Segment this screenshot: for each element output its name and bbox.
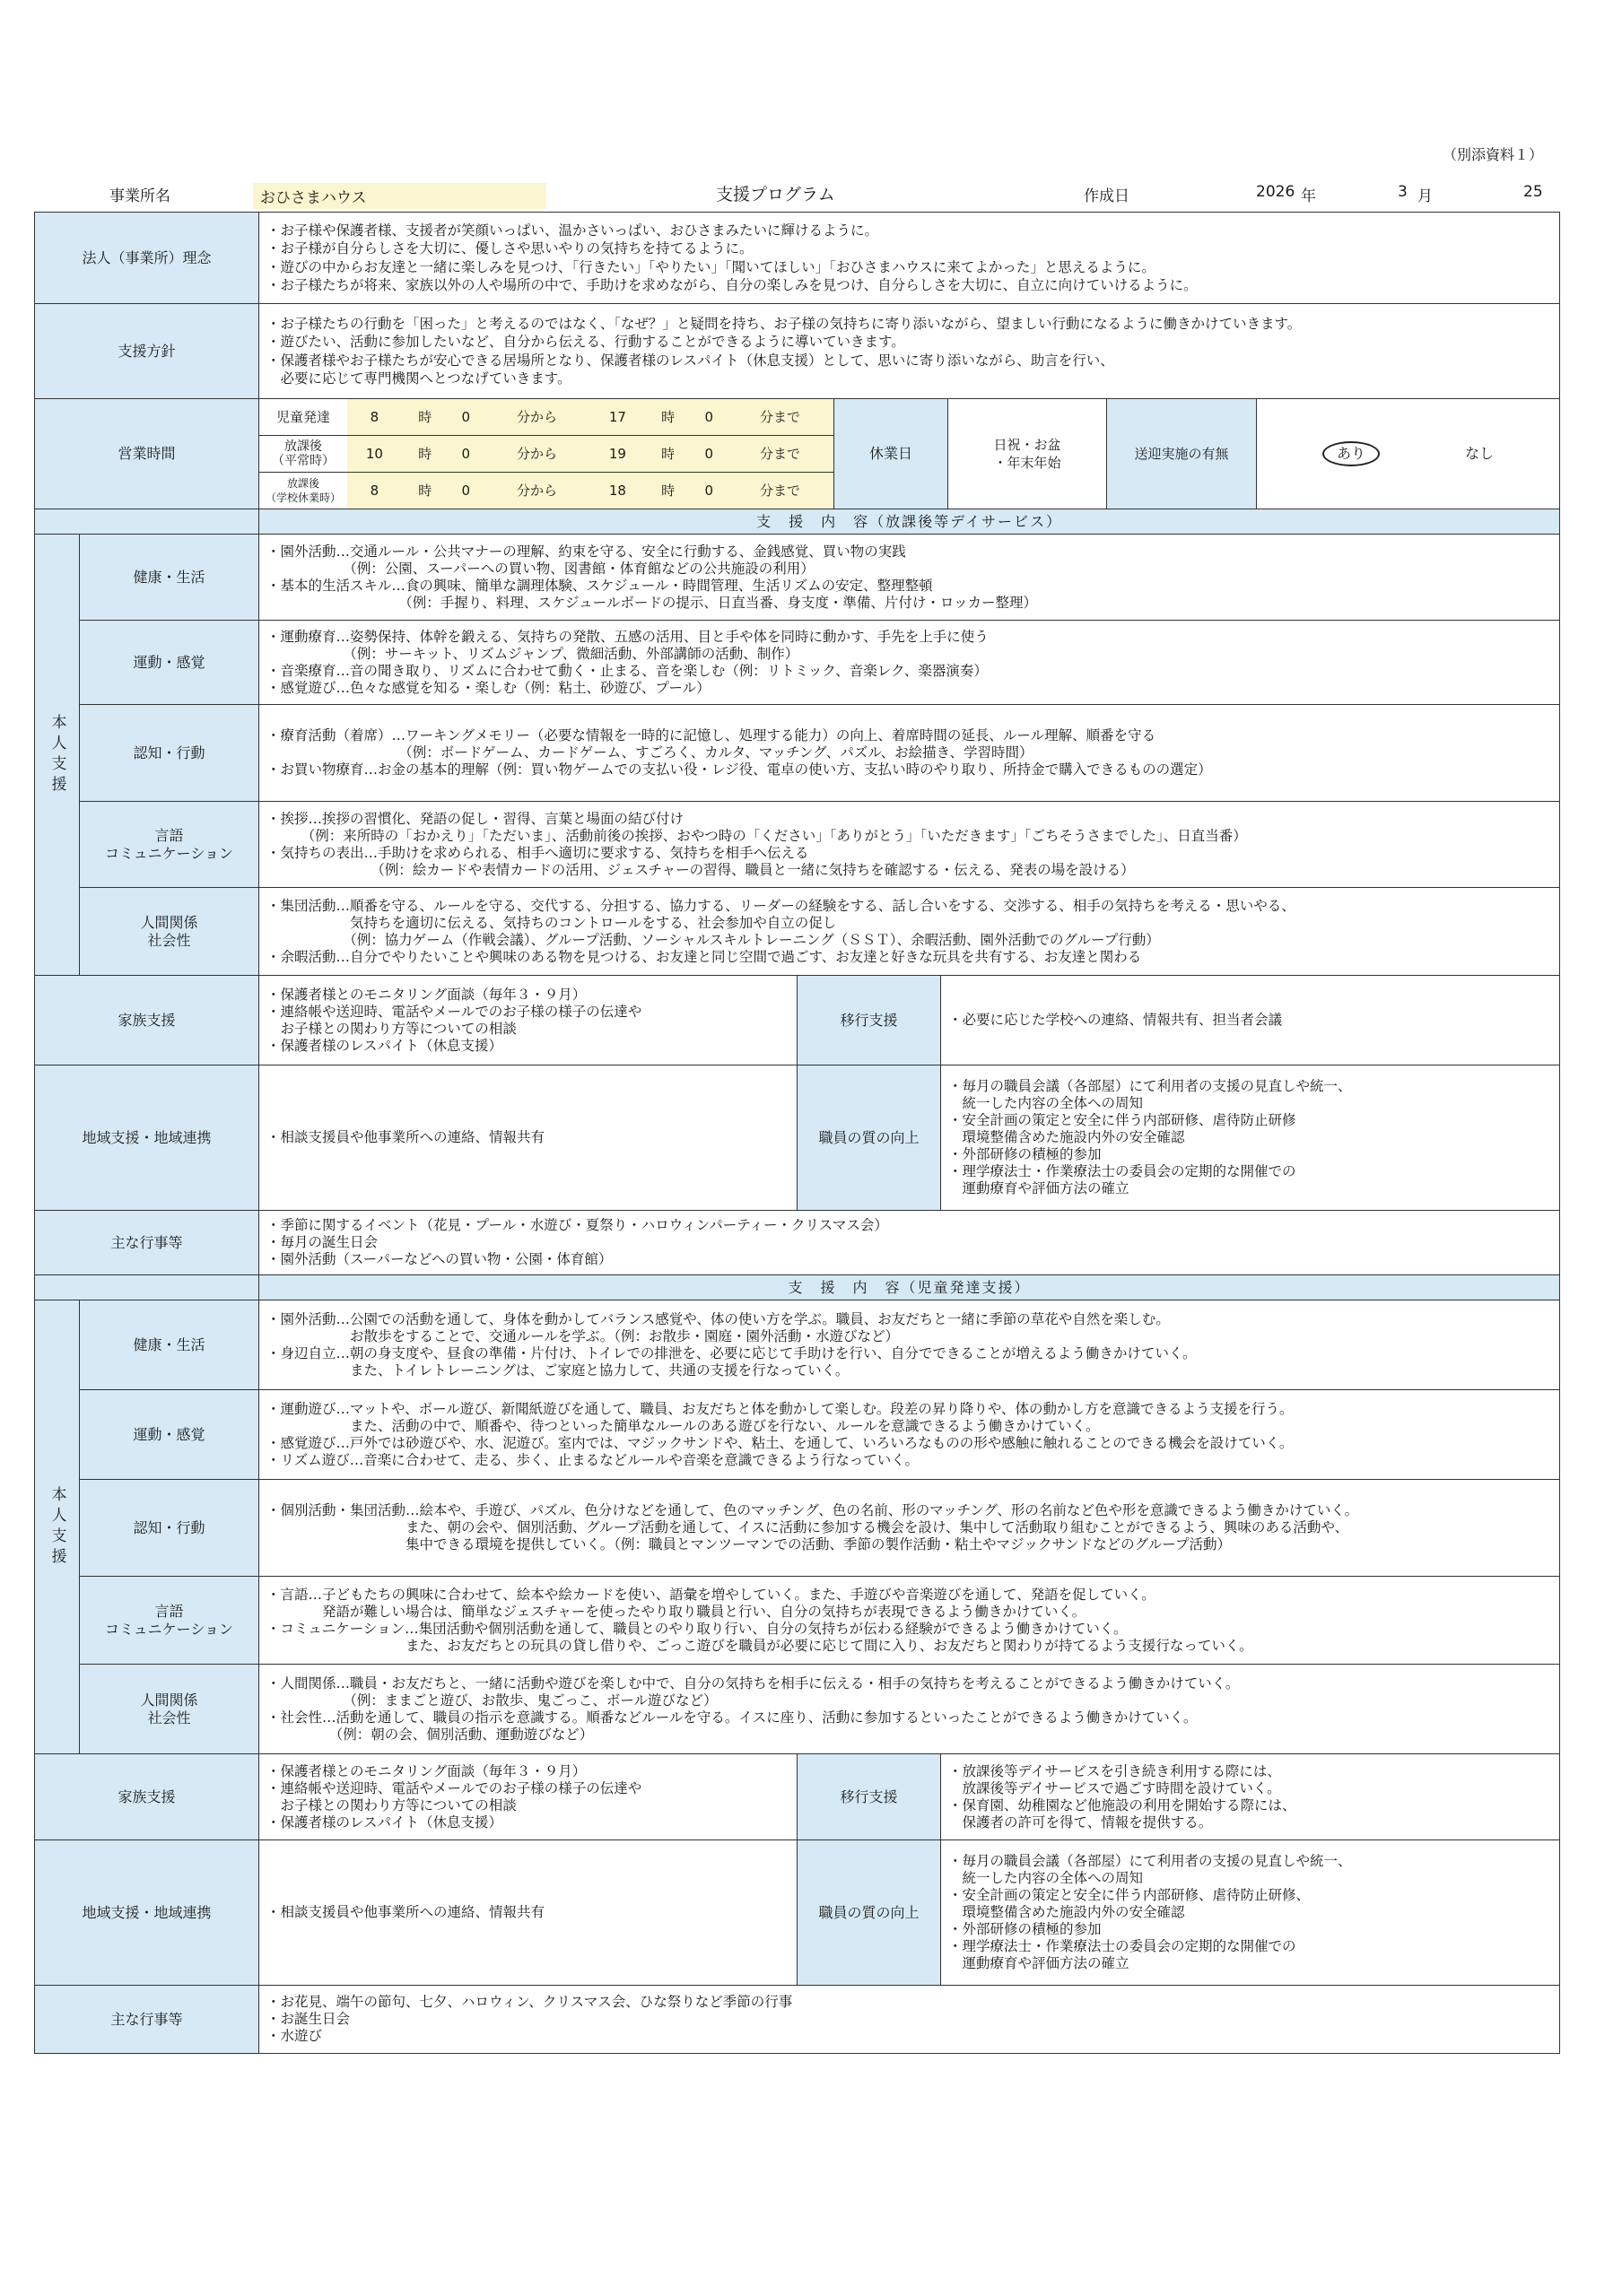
family-support-label: 家族支援 (35, 976, 259, 1065)
family-support-label: 家族支援 (35, 1754, 259, 1840)
family-support-content: ・保護者様とのモニタリング面談（毎年３・９月） ・連絡帳や送迎時、電話やメールでのお子様の様子の伝達や お子様との関わり方等についての相談 ・保護者様のレスパイト（休息支援） (259, 1754, 798, 1840)
events-content: ・季節に関するイベント（花見・プール・水遊び・夏祭り・ハロウィンパーティー・クリスマス会） ・毎月の誕生日会 ・園外活動（スーパーなどへの買い物・公園・体育館） (259, 1211, 1560, 1275)
hours-row: 児童発達 8 時 0 分から 17 時 0 分まで (259, 399, 833, 436)
row-label: 言語 コミュニケーション (80, 802, 259, 888)
staff-quality-content: ・毎月の職員会議（各部屋）にて利用者の支援の見直しや統一、 統一した内容の全体への周知 ・安全計画の策定と安全に伴う内部研修、虐待防止研修 環境整備含めた施設内外の安全確認 ・外部研修の積極的参加 ・理学療法士・作業療法士の委員会の定期的な開催での 運動療育や評価方法の確立 (941, 1065, 1560, 1211)
self-support-side-label: 本人支援 (35, 535, 80, 976)
year-unit: 年 (1301, 187, 1316, 205)
row-content: ・園外活動…交通ルール・公共マナーの理解、約束を守る、安全に行動する、金銭感覚、買い物の実践 （例：公園、スーパーへの買い物、図書館・体育館などの公共施設の利用） ・基本的生活スキル…食の興味、簡単な調理体験、スケジュール・時間管理、生活リズムの安定、整理整頓 （例：手握り、料理、スケジュールボードの提示、日直当番、身支度・準備、片付け・ロッカー整理） (259, 535, 1560, 621)
community-support-label: 地域支援・地域連携 (35, 1840, 259, 1986)
row-content: ・人間関係…職員・お友だちと、一緒に活動や遊びを楽しむ中で、自分の気持ちを相手に伝える・相手の気持ちを考えることができるよう働きかけていく。 （例：ままごと遊び、お散歩、鬼ごっこ、ボール遊びなど） ・社会性…活動を通して、職員の指示を意識する。順番などルールを守る。イスに座り、活動に参加するといったことができるよう働きかけていく。 （例：朝の会、個別活動、運動遊びなど） (259, 1665, 1560, 1754)
philosophy-label: 法人（事業所）理念 (35, 213, 259, 304)
hours-label: 営業時間 (35, 399, 259, 509)
created-month: 3 (1398, 183, 1408, 201)
community-support-label: 地域支援・地域連携 (35, 1065, 259, 1211)
support-program-table (34, 212, 1560, 2054)
created-label: 作成日 (1084, 187, 1129, 205)
transport-no: なし (1465, 445, 1495, 462)
transport-yes-circled: あり (1322, 441, 1380, 466)
community-support-content: ・相談支援員や他事業所への連絡、情報共有 (259, 1840, 798, 1986)
row-content: ・運動療育…姿勢保持、体幹を鍛える、気持ちの発散、五感の活用、目と手や体を同時に動かす、手先を上手に使う （例：サーキット、リズムジャンプ、微細活動、外部講師の活動、制作） ・音楽療育…音の聞き取り、リズムに合わせて動く・止まる、音を楽しむ（例：リトミック、音楽レク、楽器演奏） ・感覚遊び…色々な感覚を知る・楽しむ（例：粘土、砂遊び、プール） (259, 621, 1560, 705)
transport-label: 送迎実施の有無 (1107, 399, 1257, 509)
staff-quality-content: ・毎月の職員会議（各部屋）にて利用者の支援の見直しや統一、 統一した内容の全体への周知 ・安全計画の策定と安全に伴う内部研修、虐待防止研修、 環境整備含めた施設内外の安全確認 ・外部研修の積極的参加 ・理学療法士・作業療法士の委員会の定期的な開催での 運動療育や評価方法の確立 (941, 1840, 1560, 1986)
row-content: ・言語…子どもたちの興味に合わせて、絵本や絵カードを使い、語彙を増やしていく。また、手遊びや音楽遊びを通して、発語を促していく。 発語が難しい場合は、簡単なジェスチャーを使ったやり取り職員と行い、自分の気持ちが表現できるよう働きかけていく。 ・コミュニケーション…集団活動や個別活動を通して、職員とのやり取り行い、自分の気持ちが伝わる経験ができるよう働きかけていく。 また、お友だちとの玩具の貸し借りや、ごっこ遊びを職員が必要に応じて間に入り、お友だちと関わりが持てるよう支援行なっていく。 (259, 1577, 1560, 1665)
row-label: 運動・感覚 (80, 621, 259, 705)
policy-label: 支援方針 (35, 304, 259, 399)
row-label: 認知・行動 (80, 1480, 259, 1577)
row-label: 認知・行動 (80, 705, 259, 802)
philosophy-content: ・お子様や保護者様、支援者が笑顔いっぱい、温かさいっぱい、おひさまみたいに輝けるように。 ・お子様が自分らしさを大切に、優しさや思いやりの気持ちを持てるように。 ・遊びの中からお友達と一緒に楽しみを見つけ、「行きたい」「やりたい」「聞いてほしい」「おひさまハウスに来てよかった」と思えるように。 ・お子様たちが将来、家族以外の人や場所の中で、手助けを求めながら、自分の楽しみを見つけ、自分らしさを大切に、自立に向けていけるように。 (259, 213, 1560, 304)
hours-row: 放課後 （学校休業時） 8 時 0 分から 18 時 0 分まで (259, 473, 833, 509)
community-support-content: ・相談支援員や他事業所への連絡、情報共有 (259, 1065, 798, 1211)
row-content: ・療育活動（着席）…ワーキングメモリー（必要な情報を一時的に記憶し、処理する能力）の向上、着席時間の延長、ルール理解、順番を守る （例：ボードゲーム、カードゲーム、すごろく、カルタ、マッチング、パズル、お絵描き、学習時間） ・お買い物療育…お金の基本的理解（例：買い物ゲームでの支払い役・レジ役、電卓の使い方、支払い時のやり取り、所持金で購入できるものの選定） (259, 705, 1560, 802)
hours-table (259, 399, 833, 509)
closed-label: 休業日 (834, 399, 948, 509)
section-title-after-school: 支 援 内 容（放課後等デイサービス） (259, 509, 1560, 535)
events-label: 主な行事等 (35, 1211, 259, 1275)
closed-value: 日祝・お盆 ・年末年始 (948, 399, 1107, 509)
row-label: 運動・感覚 (80, 1390, 259, 1480)
created-year: 2026 (1256, 183, 1295, 201)
row-label: 健康・生活 (80, 1300, 259, 1390)
row-content: ・運動遊び…マットや、ボール遊び、新聞紙遊びを通して、職員、お友だちと体を動かして楽しむ。段差の昇り降りや、体の動かし方を意識できるよう支援を行う。 また、活動の中で、順番や、待つといった簡単なルールのある遊びを行ない、ルールを意識できるよう働きかけていく。 ・感覚遊び…戸外では砂遊びや、水、泥遊び。室内では、マジックサンドや、粘土、を通して、いろいろなものの形や感触に触れることのできる機会を設けていく。 ・リズム遊び…音楽に合わせて、走る、歩く、止まるなどルールや音楽を意識できるよう行なっていく。 (259, 1390, 1560, 1480)
transition-support-label: 移行支援 (798, 976, 941, 1065)
row-label: 人間関係 社会性 (80, 1665, 259, 1754)
row-content: ・園外活動…公園での活動を通して、身体を動かしてバランス感覚や、体の使い方を学ぶ。職員、お友だちと一緒に季節の草花や自然を楽しむ。 お散歩をすることで、交通ルールを学ぶ。（例：お散歩・園庭・園外活動・水遊びなど） ・身辺自立…朝の身支度や、昼食の準備・片付け、トイレでの排泄を、必要に応じて手助けを行い、自分でできることが増えるよう働きかけていく。 また、トイレトレーニングは、ご家庭と協力して、共通の支援を行なっていく。 (259, 1300, 1560, 1390)
document-title: 支援プログラム (716, 185, 835, 204)
transition-support-content: ・放課後等デイサービスを引き続き利用する際には、 放課後等デイサービスで過ごす時間を設けていく。 ・保育園、幼稚園など他施設の利用を開始する際には、 保護者の許可を得て、情報を提供する。 (941, 1754, 1560, 1840)
staff-quality-label: 職員の質の向上 (798, 1840, 941, 1986)
office-name: おひさまハウス (253, 183, 546, 209)
transition-support-content: ・必要に応じた学校への連絡、情報共有、担当者会議 (941, 976, 1560, 1065)
hours-row: 放課後 （平常時） 10 時 0 分から 19 時 0 分まで (259, 436, 833, 473)
month-unit: 月 (1417, 187, 1433, 205)
row-label: 人間関係 社会性 (80, 888, 259, 976)
section-title-child-development: 支 援 内 容（児童発達支援） (259, 1275, 1560, 1300)
attachment-ref: （別添資料１） (1442, 146, 1543, 163)
events-content: ・お花見、端午の節句、七夕、ハロウィン、クリスマス会、ひな祭りなど季節の行事 ・お誕生日会 ・水遊び (259, 1986, 1560, 2054)
self-support-side-label: 本人支援 (35, 1300, 80, 1754)
family-support-content: ・保護者様とのモニタリング面談（毎年３・９月） ・連絡帳や送迎時、電話やメールでのお子様の様子の伝達や お子様との関わり方等についての相談 ・保護者様のレスパイト（休息支援） (259, 976, 798, 1065)
created-day: 25 (1523, 183, 1543, 201)
policy-content: ・お子様たちの行動を「困った」と考えるのではなく、「なぜ？」と疑問を持ち、お子様の気持ちに寄り添いながら、望ましい行動になるように働きかけていきます。 ・遊びたい、活動に参加したいなど、自分から伝える、行動することができるように導いていきます。 ・保護者様やお子様たちが安心できる居場所となり、保護者様のレスパイト（休息支援）として、思いに寄り添いながら、助言を行い、 必要に応じて専門機関へとつなげていきます。 (259, 304, 1560, 399)
document-header (34, 176, 1559, 210)
transport-options (1257, 399, 1560, 509)
row-content: ・挨拶…挨拶の習慣化、発語の促し・習得、言葉と場面の結び付け （例：来所時の「おかえり」「ただいま」、活動前後の挨拶、おやつ時の「ください」「ありがとう」「いただきます」「ごちそうさまでした」、日直当番） ・気持ちの表出…手助けを求められる、相手へ適切に要求する、気持ちを相手へ伝える （例：絵カードや表情カードの活用、ジェスチャーの習得、職員と一緒に気持ちを確認する・伝える、発表の場を設ける） (259, 802, 1560, 888)
hours-block (259, 399, 1560, 509)
events-label: 主な行事等 (35, 1986, 259, 2054)
row-label: 言語 コミュニケーション (80, 1577, 259, 1665)
transition-support-label: 移行支援 (798, 1754, 941, 1840)
row-content: ・集団活動…順番を守る、ルールを守る、交代する、分担する、協力する、リーダーの経験をする、話し合いをする、交渉する、相手の気持ちを考える・思いやる、 気持ちを適切に伝える、気持ちのコントロールをする、社会参加や自立の促し （例：協力ゲーム（作戦会議）、グループ活動、ソーシャルスキルトレーニング（ＳＳＴ）、余暇活動、園外活動でのグループ行動） ・余暇活動…自分でやりたいことや興味のある物を見つける、お友達と同じ空間で過ごす、お友達と好きな玩具を共有する、お友達と関わる (259, 888, 1560, 976)
row-label: 健康・生活 (80, 535, 259, 621)
office-label: 事業所名 (109, 187, 170, 205)
staff-quality-label: 職員の質の向上 (798, 1065, 941, 1211)
row-content: ・個別活動・集団活動…絵本や、手遊び、パズル、色分けなどを通して、色のマッチング、色の名前、形のマッチング、形の名前など色や形を意識できるよう働きかけていく。 また、朝の会や、個別活動、グループ活動を通して、イスに活動に参加する機会を設け、集中して活動取り組むことができるよう、興味のある活動や、 集中できる環境を提供していく。（例：職員とマンツーマンでの活動、季節の製作活動・粘土やマジックサンドなどのグループ活動） (259, 1480, 1560, 1577)
